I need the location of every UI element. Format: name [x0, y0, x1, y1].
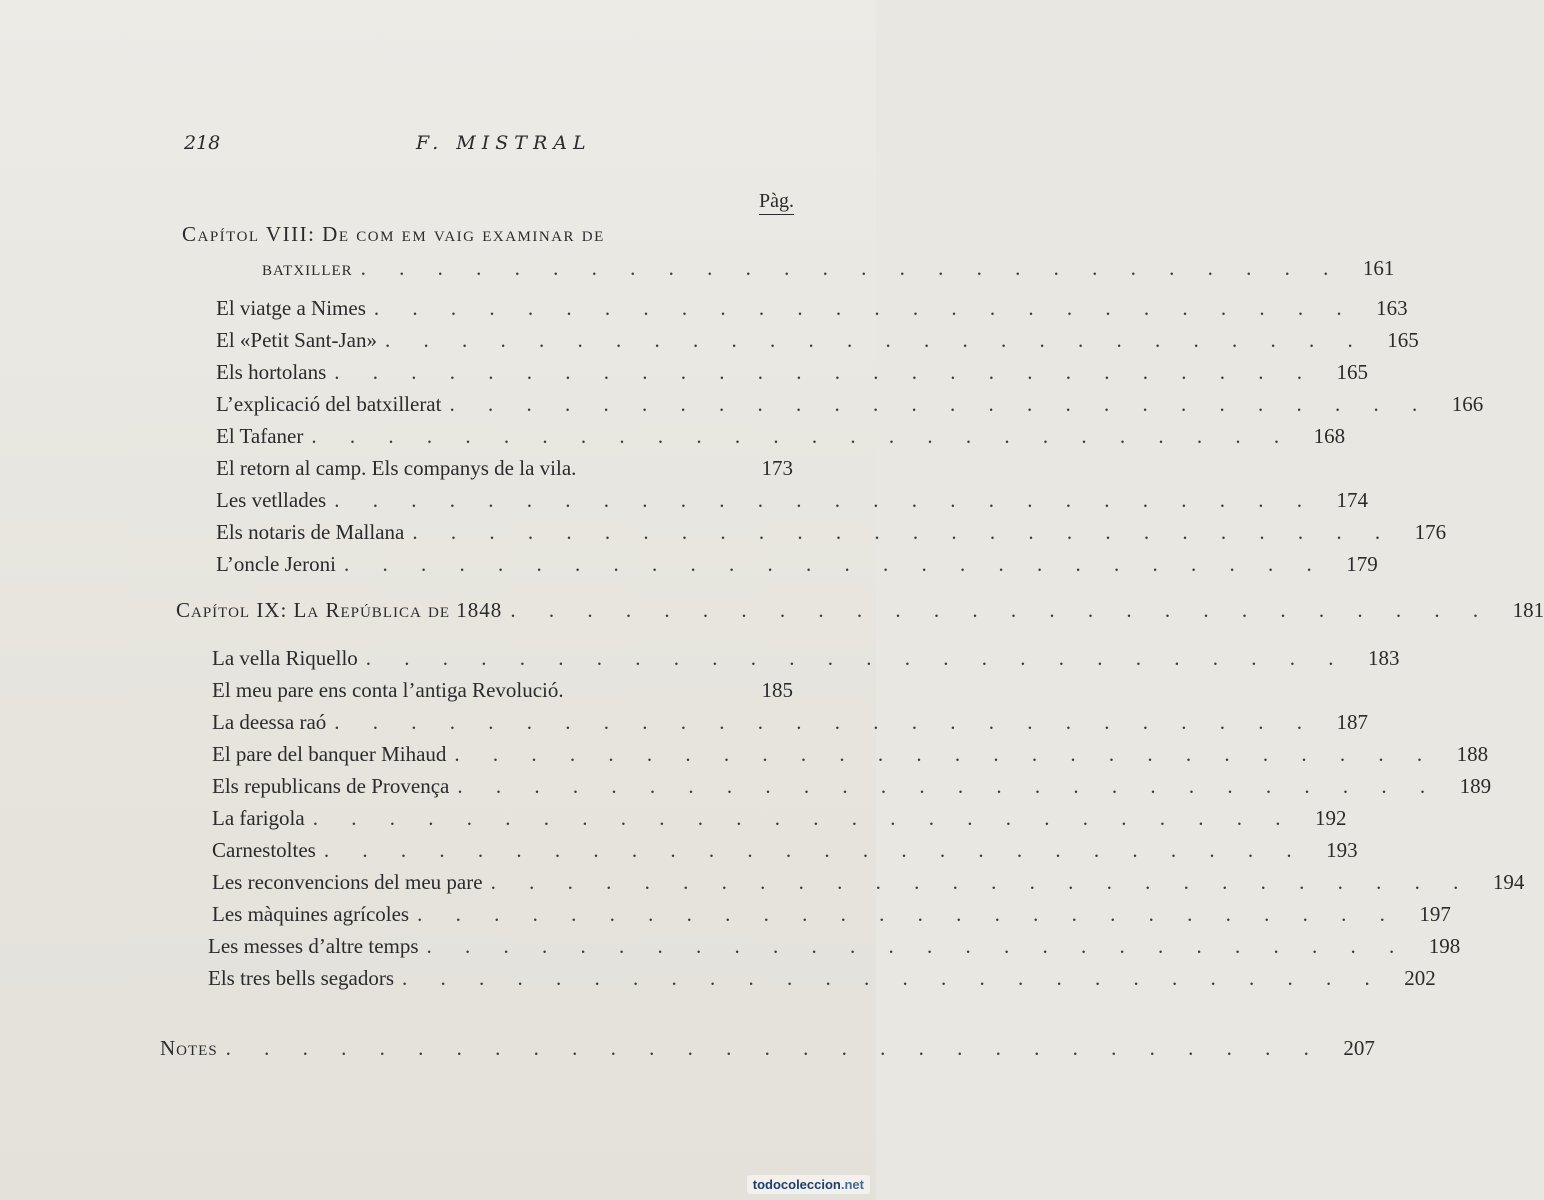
toc-entry-page: 185 — [761, 678, 793, 702]
toc-entry-label: El viatge a Nimes — [216, 296, 366, 320]
toc-entry — [216, 296, 1408, 326]
dot-leader: . . . . . . . . . . . . . . . . . . . . . . . . . . — [373, 296, 1356, 320]
dot-leader: . . . . . . . . . . . . . . . . . . . . . . . . . . — [343, 552, 1326, 576]
dot-leader: . . . . . . . . . . . . . . . . . . . . . . . . . . — [417, 902, 1399, 926]
toc-entry — [208, 966, 1436, 996]
dot-leader: . . . . . . . . . . . . . . . . . . . . . . . . . . — [402, 966, 1384, 990]
toc-entry — [212, 806, 1347, 836]
toc-entry-label: L’oncle Jeroni — [216, 552, 336, 576]
toc-entry-page: 197 — [1419, 902, 1451, 926]
dot-leader: . . . . . . . . . . . . . . . . . . . . . . . . . . — [449, 392, 1432, 416]
notes-label: Notes — [160, 1036, 218, 1060]
toc-entry-label: La vella Riquello — [212, 646, 358, 670]
toc-entry-page: 165 — [1387, 328, 1419, 352]
toc-entry — [216, 552, 1378, 582]
toc-entry — [212, 678, 793, 708]
toc-entry-page: 193 — [1326, 838, 1358, 862]
watermark-name: todocoleccion — [752, 1177, 841, 1192]
toc-entry-label: La farigola — [212, 806, 305, 830]
toc-entry — [216, 488, 1368, 518]
toc-entry — [216, 392, 1484, 422]
chapter-8-title-cont: batxiller — [262, 256, 353, 280]
toc-entry — [212, 870, 1525, 900]
toc-entry-label: Les màquines agrícoles — [212, 902, 410, 926]
toc-entry-label: Els hortolans — [216, 360, 327, 384]
watermark-logo — [747, 1175, 870, 1194]
chapter-9-entry — [176, 598, 1544, 628]
toc-entry-page: 165 — [1336, 360, 1368, 384]
dot-leader: . . . . . . . . . . . . . . . . . . . . . . . . . . — [510, 598, 1493, 622]
toc-entry-page: 183 — [1368, 646, 1400, 670]
toc-entry-page: 198 — [1428, 934, 1461, 958]
page-column-label: Pàg. — [759, 190, 794, 215]
dot-leader: . . . . . . . . . . . . . . . . . . . . . . . . . . — [334, 710, 1317, 734]
toc-entry-page: 189 — [1459, 774, 1492, 798]
notes-page: 207 — [1343, 1036, 1375, 1060]
page-number: 218 — [184, 132, 221, 154]
toc-entry-label: Les vetllades — [216, 488, 327, 512]
toc-entry-page: 176 — [1414, 520, 1447, 544]
dot-leader: . . . . . . . . . . . . . . . . . . . . . . . . . . — [323, 838, 1306, 862]
dot-leader: . . . . . . . . . . . . . . . . . . . . . . . . . . — [334, 360, 1316, 384]
dot-leader: . . . . . . . . . . . . . . . . . . . . . . . . . . — [311, 424, 1294, 448]
dot-leader: . . . . . . . . . . . . . . . . . . . . . . . . . . — [490, 870, 1473, 894]
toc-entry-page: 187 — [1336, 710, 1369, 734]
watermark-tld: .net — [840, 1177, 864, 1192]
dot-leader: . . . . . . . . . . . . . . . . . . . . . . . . . . — [312, 806, 1295, 830]
toc-entry-label: Els tres bells segadors — [208, 966, 395, 990]
toc-entry — [216, 424, 1346, 454]
dot-leader: . . . . . . . . . . . . . . . . . . . . . . . . . . — [454, 742, 1437, 766]
toc-entry-label: El «Petit Sant-Jan» — [216, 328, 377, 352]
toc-entry-label: La deessa raó — [212, 710, 327, 734]
toc-entry — [212, 742, 1489, 772]
dot-leader: . . . . . . . . . . . . . . . . . . . . . . . . . . — [385, 328, 1367, 352]
chapter-8-entry — [262, 256, 1395, 286]
running-title: F. MISTRAL — [416, 132, 592, 154]
notes-entry — [160, 1036, 1375, 1066]
toc-entry-page: 188 — [1456, 742, 1489, 766]
toc-entry-label: El Tafaner — [216, 424, 304, 448]
toc-entry-label: El meu pare ens conta l’antiga Revolució. — [212, 678, 564, 702]
toc-entry-page: 194 — [1492, 870, 1525, 894]
toc-entry-page: 173 — [761, 456, 793, 480]
chapter-9-page: 181 — [1512, 598, 1544, 622]
toc-entry — [216, 360, 1368, 390]
dot-leader: . . . . . . . . . . . . . . . . . . . . . . . . . . — [457, 774, 1440, 798]
toc-entry — [216, 456, 793, 486]
toc-entry-page: 166 — [1451, 392, 1484, 416]
toc-entry — [212, 902, 1451, 932]
toc-entry — [212, 838, 1358, 868]
toc-entry-label: Els notaris de Mallana — [216, 520, 405, 544]
dot-leader: . . . . . . . . . . . . . . . . . . . . . . . . . . — [426, 934, 1409, 958]
toc-entry-page: 168 — [1313, 424, 1346, 448]
toc-entry-page: 179 — [1346, 552, 1378, 576]
toc-entry — [208, 934, 1461, 964]
dot-leader: . . . . . . . . . . . . . . . . . . . . . . . . . . — [365, 646, 1348, 670]
toc-entry-label: El pare del banquer Mihaud — [212, 742, 447, 766]
toc-entry — [216, 328, 1419, 358]
dot-leader: . . . . . . . . . . . . . . . . . . . . . . . . . . — [334, 488, 1316, 512]
dot-leader: . . . . . . . . . . . . . . . . . . . . . . . . . . . . . — [225, 1036, 1323, 1060]
toc-entry-page: 202 — [1404, 966, 1436, 990]
toc-entry — [212, 774, 1492, 804]
toc-entry — [216, 520, 1447, 550]
toc-entry-page: 192 — [1314, 806, 1347, 830]
chapter-8-title: Capítol VIII: De com em vaig examinar de — [182, 222, 605, 246]
toc-entry-label: Les messes d’altre temps — [208, 934, 419, 958]
toc-entry-page: 163 — [1376, 296, 1408, 320]
toc-entry — [212, 710, 1369, 740]
dot-leader: . . . . . . . . . . . . . . . . . . . . . . . . . . — [412, 520, 1395, 544]
dot-leader: . . . . . . . . . . . . . . . . . . . . . . . . . . — [360, 256, 1343, 280]
toc-entry-page: 174 — [1336, 488, 1368, 512]
toc-entry-label: Les reconvencions del meu pare — [212, 870, 483, 894]
toc-entry-label: Carnestoltes — [212, 838, 316, 862]
toc-entry-label: L’explicació del batxillerat — [216, 392, 442, 416]
chapter-8-page: 161 — [1362, 256, 1395, 280]
toc-entry — [212, 646, 1400, 676]
toc-entry-label: El retorn al camp. Els companys de la vila. — [216, 456, 577, 480]
toc-entry-label: Els republicans de Provença — [212, 774, 450, 798]
chapter-9-title: Capítol IX: La República de 1848 — [176, 598, 503, 622]
